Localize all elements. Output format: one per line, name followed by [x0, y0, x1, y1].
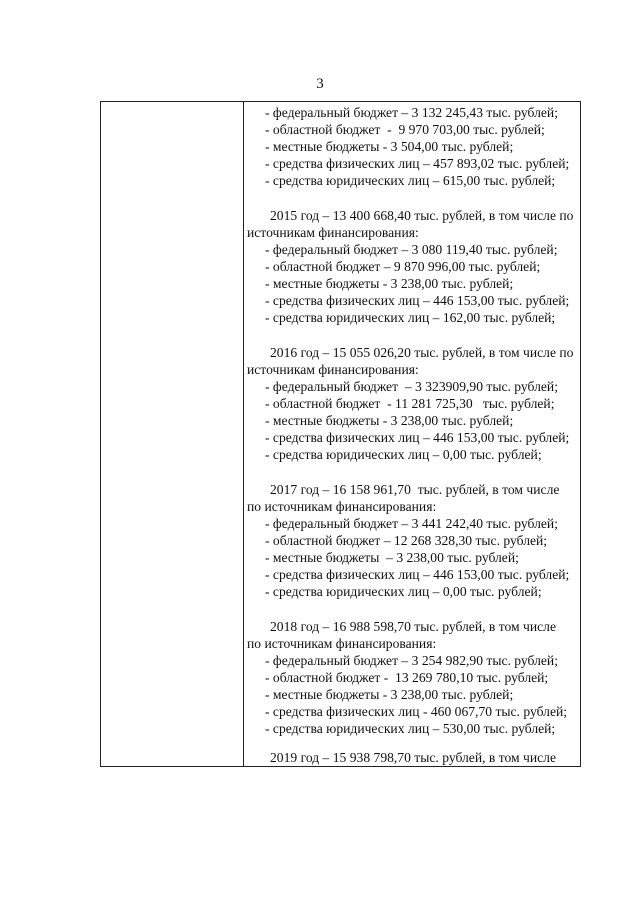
page-number: 3 — [316, 76, 324, 92]
funding-line-federal: - федеральный бюджет – 3 254 982,90 тыс. рублей; — [265, 653, 558, 668]
funding-line-regional: - областной бюджет – 9 870 996,00 тыс. рублей; — [265, 259, 541, 274]
funding-line-individuals: - средства физических лиц - 460 067,70 тыс. рублей; — [265, 704, 568, 719]
funding-line-local: - местные бюджеты - 3 238,00 тыс. рублей; — [265, 687, 514, 702]
year-2018-sources: по источникам финансирования: — [247, 636, 437, 651]
funding-line-regional: - областной бюджет - 13 269 780,10 тыс. рублей; — [265, 670, 549, 685]
year-2015-sources: источникам финансирования: — [247, 225, 419, 240]
funding-line-individuals: - средства физических лиц – 446 153,00 тыс. рублей; — [265, 430, 570, 445]
funding-line-legal-entities: - средства юридических лиц – 615,00 тыс. рублей; — [265, 173, 556, 188]
funding-line-individuals: - средства физических лиц – 457 893,02 тыс. рублей; — [265, 156, 570, 171]
funding-line-legal-entities: - средства юридических лиц – 0,00 тыс. рублей; — [265, 447, 542, 462]
funding-line-regional: - областной бюджет - 11 281 725,30 тыс. рублей; — [265, 396, 555, 411]
funding-line-regional: - областной бюджет - 9 970 703,00 тыс. рублей; — [265, 122, 545, 137]
year-2018-heading: 2018 год – 16 988 598,70 тыс. рублей, в том числе — [270, 619, 556, 634]
funding-line-regional: - областной бюджет – 12 268 328,30 тыс. рублей; — [265, 533, 548, 548]
year-2015-heading: 2015 год – 13 400 668,40 тыс. рублей, в том числе по — [270, 208, 574, 223]
table-right-cell — [244, 102, 580, 766]
funding-line-individuals: - средства физических лиц – 446 153,00 тыс. рублей; — [265, 567, 570, 582]
funding-line-federal: - федеральный бюджет – 3 132 245,43 тыс. рублей; — [265, 105, 558, 120]
funding-line-local: - местные бюджеты – 3 238,00 тыс. рублей; — [265, 550, 519, 565]
year-2016-sources: источникам финансирования: — [247, 362, 419, 377]
year-2017-heading: 2017 год – 16 158 961,70 тыс. рублей, в том числе — [270, 482, 560, 497]
year-2016-heading: 2016 год – 15 055 026,20 тыс. рублей, в том числе по — [270, 345, 574, 360]
funding-line-local: - местные бюджеты - 3 238,00 тыс. рублей; — [265, 276, 514, 291]
funding-line-federal: - федеральный бюджет – 3 323909,90 тыс. рублей; — [265, 379, 558, 394]
year-2017-sources: по источникам финансирования: — [247, 499, 437, 514]
year-2019-heading: 2019 год – 15 938 798,70 тыс. рублей, в том числе — [270, 750, 556, 765]
funding-line-federal: - федеральный бюджет – 3 080 119,40 тыс. рублей; — [265, 242, 558, 257]
funding-line-legal-entities: - средства юридических лиц – 530,00 тыс. рублей; — [265, 721, 556, 736]
funding-line-legal-entities: - средства юридических лиц – 162,00 тыс. рублей; — [265, 310, 556, 325]
funding-line-individuals: - средства физических лиц – 446 153,00 тыс. рублей; — [265, 293, 570, 308]
budget-table — [100, 101, 581, 767]
funding-line-local: - местные бюджеты - 3 238,00 тыс. рублей; — [265, 413, 514, 428]
funding-line-legal-entities: - средства юридических лиц – 0,00 тыс. рублей; — [265, 584, 542, 599]
funding-line-local: - местные бюджеты - 3 504,00 тыс. рублей; — [265, 139, 514, 154]
table-left-cell — [101, 102, 244, 766]
funding-line-federal: - федеральный бюджет – 3 441 242,40 тыс. рублей; — [265, 516, 558, 531]
